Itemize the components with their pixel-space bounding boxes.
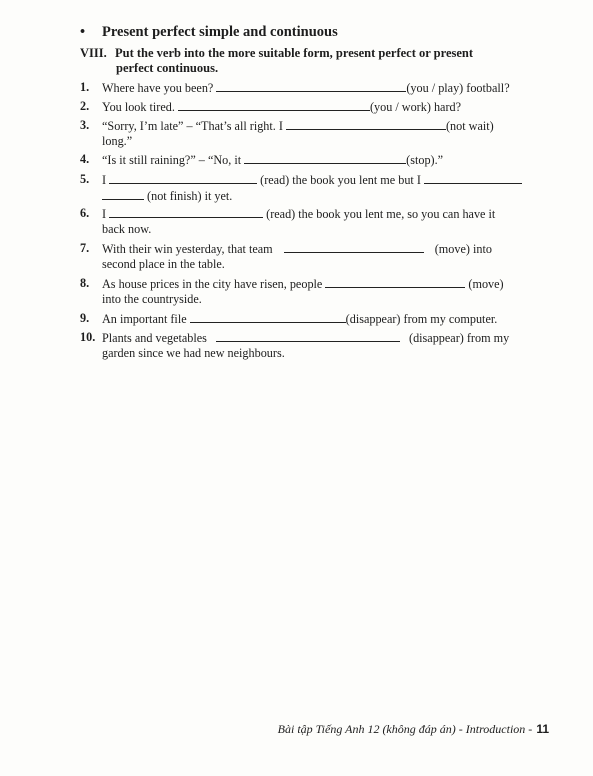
answer-blank[interactable] xyxy=(286,118,446,130)
list-item xyxy=(80,118,552,148)
item-hint: (move) into xyxy=(434,242,492,256)
item-text: As house prices in the city have risen, people xyxy=(102,277,323,291)
answer-blank[interactable] xyxy=(424,172,522,184)
answer-blank[interactable] xyxy=(216,330,400,342)
instruction-line-2: perfect continuous. xyxy=(116,61,219,75)
answer-blank[interactable] xyxy=(178,99,370,111)
answer-blank[interactable] xyxy=(109,206,263,218)
answer-blank[interactable] xyxy=(102,188,144,200)
page-footer xyxy=(278,722,549,737)
item-number: 2. xyxy=(80,99,90,113)
item-text: Plants and vegetables xyxy=(102,331,207,345)
item-text: You look tired. xyxy=(102,100,175,114)
item-text: I xyxy=(102,173,107,187)
exercise-number: VIII. xyxy=(80,46,107,60)
list-item xyxy=(80,311,552,327)
item-continuation: back now. xyxy=(102,221,152,236)
list-item xyxy=(80,99,552,115)
answer-blank[interactable] xyxy=(190,311,346,323)
answer-blank[interactable] xyxy=(244,152,406,164)
item-number: 7. xyxy=(80,241,90,255)
footer-text: Bài tập Tiếng Anh 12 (không đáp án) - Introduction - xyxy=(277,722,533,736)
item-text: An important file xyxy=(102,312,187,326)
item-hint: (not wait) xyxy=(446,119,494,133)
item-number: 1. xyxy=(80,80,90,94)
item-number: 6. xyxy=(80,206,90,220)
item-hint: (disappear) from my xyxy=(409,331,510,345)
item-number: 4. xyxy=(80,152,90,166)
list-item xyxy=(80,152,552,168)
answer-blank[interactable] xyxy=(325,276,465,288)
item-hint: (read) the book you lent me, so you can have it xyxy=(266,207,496,221)
item-continuation: garden since we had new neighbours. xyxy=(102,345,285,360)
item-number: 10. xyxy=(80,330,96,344)
list-item xyxy=(80,80,552,96)
item-continuation: long.” xyxy=(102,133,133,148)
list-item xyxy=(80,276,552,306)
item-text: I xyxy=(102,207,107,221)
item-text: Where have you been? xyxy=(102,81,214,95)
section-title: Present perfect simple and continuous xyxy=(102,24,338,40)
item-hint: (read) the book you lent me but I xyxy=(260,173,421,187)
answer-blank[interactable] xyxy=(216,80,406,92)
item-hint: (move) xyxy=(468,277,504,291)
bullet-icon: • xyxy=(80,24,86,40)
list-item xyxy=(80,241,552,271)
item-hint: (disappear) from my computer. xyxy=(345,312,498,326)
list-item xyxy=(80,172,552,203)
item-text: “Sorry, I’m late” – “That’s all right. I xyxy=(102,119,283,133)
page-number: 11 xyxy=(536,722,549,736)
answer-blank[interactable] xyxy=(109,172,257,184)
item-number: 9. xyxy=(80,311,90,325)
section-heading xyxy=(80,24,338,41)
item-text: With their win yesterday, that team xyxy=(102,242,273,256)
item-hint: (you / work) hard? xyxy=(369,100,462,114)
item-continuation: into the countryside. xyxy=(102,291,202,306)
item-text: “Is it still raining?” – “No, it xyxy=(102,153,242,167)
instruction-line-1: Put the verb into the more suitable form, present perfect or present xyxy=(115,46,474,60)
item-number: 8. xyxy=(80,276,90,290)
item-hint: (you / play) football? xyxy=(406,81,510,95)
item-number: 3. xyxy=(80,118,90,132)
item-hint: (stop).” xyxy=(406,153,444,167)
item-hint: (not finish) it yet. xyxy=(147,188,233,203)
list-item xyxy=(80,206,552,236)
exercise-instruction xyxy=(80,46,552,76)
list-item xyxy=(80,330,552,360)
answer-blank[interactable] xyxy=(284,241,424,253)
item-continuation: second place in the table. xyxy=(102,256,225,271)
item-number: 5. xyxy=(80,172,90,186)
